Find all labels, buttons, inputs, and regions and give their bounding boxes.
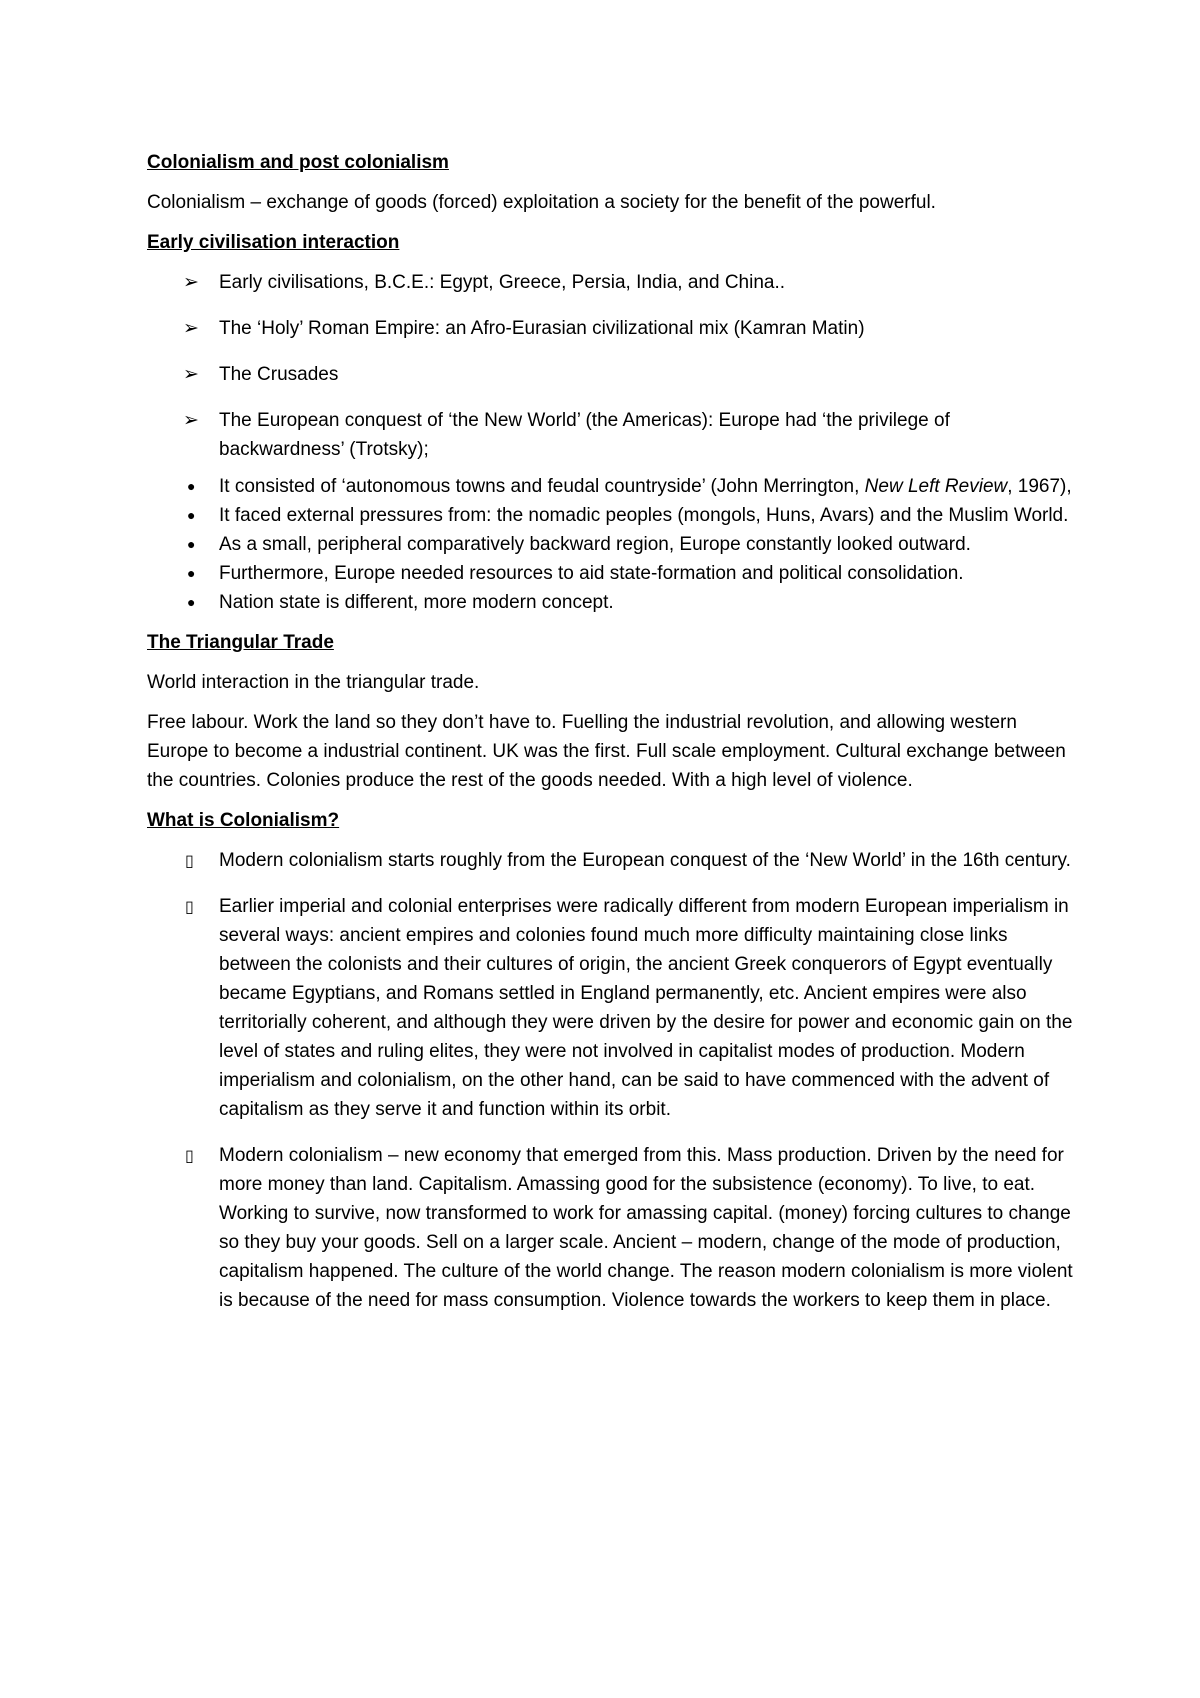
list-item-text: As a small, peripheral comparatively backward region, Europe constantly looked outward.	[219, 534, 971, 555]
list-item	[147, 846, 1077, 875]
arrow-bullet-icon: ➢	[183, 318, 199, 339]
list-item-text: Earlier imperial and colonial enterprises were radically different from modern European imperialism in several ways: ancient empires and colonies found much more difficulty maintaining close links between the colonists and their cultures of origin, the ancient Greek conquerors of Egypt eventually became Egyptians, and Romans settled in England permanently, etc. Ancient empires were also territorially coherent, and although they were driven by the desire for power and economic gain on the level of states and ruling elites, they were not involved in capitalist modes of production. Modern imperialism and colonialism, on the other hand, can be said to have commenced with the advent of capitalism as they serve it and function within its orbit.	[219, 896, 1073, 1120]
list-item	[147, 360, 1077, 389]
list-item	[147, 314, 1077, 343]
list-item	[147, 588, 1077, 617]
list-item-text: Nation state is different, more modern concept.	[219, 592, 614, 613]
list-item	[147, 472, 1077, 501]
box-bullet-list	[147, 846, 1077, 1315]
dot-bullet-icon: ●	[187, 594, 196, 610]
paragraph: World interaction in the triangular trade.	[147, 672, 480, 693]
list-item	[147, 1141, 1077, 1315]
list-item-text: The ‘Holy’ Roman Empire: an Afro-Eurasian civilizational mix (Kamran Matin)	[219, 318, 865, 339]
list-item-text: It consisted of ‘autonomous towns and feudal countryside’ (John Merrington,	[219, 476, 865, 497]
list-item-text: Early civilisations, B.C.E.: Egypt, Greece, Persia, India, and China..	[219, 272, 786, 293]
list-item-text: The Crusades	[219, 364, 339, 385]
arrow-bullet-icon: ➢	[183, 272, 199, 293]
arrow-bullet-icon: ➢	[183, 364, 199, 385]
paragraph: Free labour. Work the land so they don’t have to. Fuelling the industrial revolution, and allowing western Europe to become a industrial continent. UK was the first. Full scale employment. Cultural exchange between the countries. Colonies produce the rest of the goods needed. With a high level of violence.	[147, 712, 1066, 791]
dot-bullet-icon: ●	[187, 507, 196, 523]
list-item-text: The European conquest of ‘the New World’ (the Americas): Europe had ‘the privilege of backwardness’ (Trotsky);	[219, 410, 950, 460]
dot-bullet-icon: ●	[187, 565, 196, 581]
dot-bullet-icon: ●	[187, 536, 196, 552]
list-item	[147, 559, 1077, 588]
dot-bullet-icon: ●	[187, 478, 196, 494]
list-item	[147, 268, 1077, 297]
box-bullet-icon: ▯	[185, 1146, 194, 1165]
list-item-text: , 1967),	[1007, 476, 1072, 497]
list-item	[147, 406, 1077, 464]
colonialism-definition: Colonialism – exchange of goods (forced) exploitation a society for the benefit of the powerful.	[147, 192, 936, 213]
list-item	[147, 501, 1077, 530]
citation-italic: New Left Review	[864, 476, 1008, 497]
list-item-text: Modern colonialism – new economy that emerged from this. Mass production. Driven by the need for more money than land. Capitalism. Amassing good for the subsistence (economy). To live, to eat. Working to survive, now transformed to work for amassing capital. (money) forcing cultures to change so they buy your goods. Sell on a larger scale. Ancient – modern, change of the mode of production, capitalism happened. The culture of the world change. The reason modern colonialism is more violent is because of the need for mass consumption. Violence towards the workers to keep them in place.	[219, 1145, 1073, 1311]
dot-bullet-list	[147, 472, 1077, 617]
list-item-text: It faced external pressures from: the nomadic peoples (mongols, Huns, Avars) and the Muslim World.	[219, 505, 1069, 526]
list-item-text: Furthermore, Europe needed resources to aid state-formation and political consolidation.	[219, 563, 964, 584]
heading-what-is-colonialism: What is Colonialism?	[147, 810, 340, 831]
arrow-bullet-list	[147, 268, 1077, 464]
list-item	[147, 530, 1077, 559]
box-bullet-icon: ▯	[185, 851, 194, 870]
heading-triangular-trade: The Triangular Trade	[147, 632, 334, 653]
document-body	[147, 148, 1077, 1315]
list-item	[147, 892, 1077, 1124]
heading-early-civilisation: Early civilisation interaction	[147, 232, 400, 253]
box-bullet-icon: ▯	[185, 897, 194, 916]
list-item-text: Modern colonialism starts roughly from the European conquest of the ‘New World’ in the 16th century.	[219, 850, 1071, 871]
document-title: Colonialism and post colonialism	[147, 152, 449, 173]
arrow-bullet-icon: ➢	[183, 410, 199, 431]
